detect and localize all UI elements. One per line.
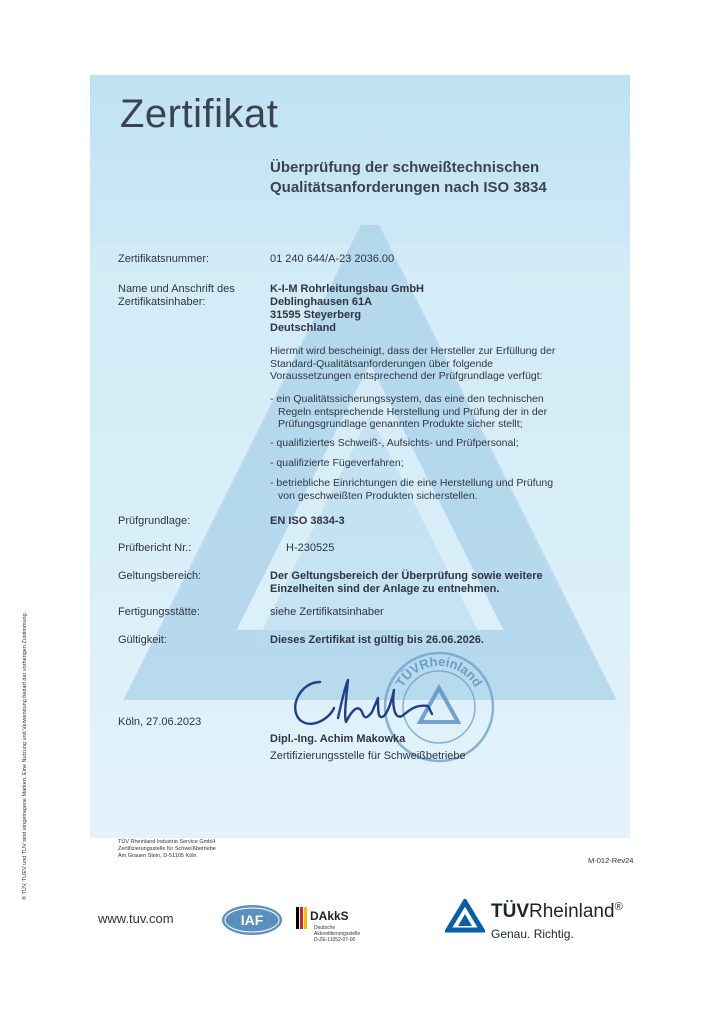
tuv-word-bold: TÜV — [491, 901, 529, 922]
holder-label-line-1: Name und Anschrift des — [118, 283, 235, 295]
dakks-sub-line: Deutsche — [314, 925, 336, 931]
report-value: H-230525 — [286, 542, 335, 554]
bullet-line: Regeln entsprechende Herstellung und Prüfung der in der — [278, 405, 548, 418]
bullet-line: - qualifiziertes Schweiß-, Aufsichts- und Prüfpersonal; — [270, 437, 519, 449]
scope-line-2: Einzelheiten sind der Anlage zu entnehmen. — [270, 583, 500, 595]
dakks-id: D-ZE-11052-07-00 — [314, 937, 356, 943]
holder-address — [270, 283, 424, 335]
issuer-line: TÜV Rheinland Industrie Service GmbH — [118, 839, 216, 845]
tuv-triangle-icon — [445, 899, 485, 933]
iaf-logo-icon — [221, 904, 283, 936]
trademark-note-text: ® TÜV, TUEV und TUV sind eingetragene Marken. Eine Nutzung und Verwendung bedarf der vorherigen Zustimmung. — [22, 611, 28, 900]
dakks-subtext — [314, 925, 360, 943]
holder-line: Deblinghausen 61A — [270, 296, 373, 308]
holder-label — [118, 283, 235, 309]
scope-value — [270, 570, 543, 596]
intro-line: Hiermit wird bescheinigt, dass der Hersteller zur Erfüllung der — [270, 345, 556, 357]
tuv-registered-mark: ® — [614, 901, 623, 913]
subtitle-line-2: Qualitätsanforderungen nach ISO 3834 — [270, 179, 547, 196]
site-value: siehe Zertifikatsinhaber — [270, 606, 384, 618]
tuv-rheinland-logo — [445, 895, 645, 955]
bullet-item — [270, 437, 600, 450]
bullet-line: von geschweißten Produkten sicherstellen. — [278, 489, 478, 502]
intro-line: Standard-Qualitätsanforderungen über folgende — [270, 357, 493, 370]
basis-label: Prüfgrundlage: — [118, 515, 191, 527]
certificate-subtitle — [270, 158, 547, 198]
bullet-item — [270, 457, 600, 470]
bullet-line: - betriebliche Einrichtungen die eine Herstellung und Prüfung — [270, 477, 554, 489]
stamp-text: TÜVRheinland — [392, 653, 486, 690]
signer-name: Dipl.-Ing. Achim Makowka — [270, 733, 406, 745]
intro-text — [270, 345, 600, 383]
issuer-address — [118, 839, 216, 860]
bullet-line: - ein Qualitätssicherungssystem, das eine den technischen — [270, 393, 544, 405]
bullet-line: Prüfungsgrundlage genannten Produkte sicher stellt; — [278, 418, 523, 430]
holder-line: K-I-M Rohrleitungsbau GmbH — [270, 283, 424, 295]
tuv-wordmark — [491, 901, 623, 923]
tuv-word-rest: Rheinland — [529, 901, 615, 922]
certificate-title: Zertifikat — [120, 92, 279, 136]
bullet-line: - qualifizierte Fügeverfahren; — [270, 457, 404, 469]
basis-value: EN ISO 3834-3 — [270, 515, 345, 527]
holder-line: Deutschland — [270, 322, 337, 334]
signer-role: Zertifizierungsstelle für Schweißbetriebe — [270, 750, 466, 762]
number-value: 01 240 644/A-23 2036.00 — [270, 253, 395, 265]
dakks-logo — [296, 903, 406, 951]
dakks-sub-line: Akkreditierungsstelle — [314, 931, 361, 937]
website-link[interactable]: www.tuv.com — [98, 911, 174, 926]
scope-label: Geltungsbereich: — [118, 570, 202, 582]
scope-line-1: Der Geltungsbereich der Überprüfung sowie weitere — [270, 570, 543, 582]
holder-line: 31595 Steyerberg — [270, 309, 362, 321]
validity-label: Gültigkeit: — [118, 634, 167, 646]
validity-value: Dieses Zertifikat ist gültig bis 26.06.2026. — [270, 634, 484, 646]
site-label: Fertigungsstätte: — [118, 606, 200, 618]
subtitle-line-1: Überprüfung der schweißtechnischen — [270, 159, 540, 176]
issuer-line: Zertifizierungsstelle für Schweißbetriebe — [118, 846, 216, 852]
revision-code: M-012-Rev24 — [588, 856, 634, 865]
dakks-text: DAkkS — [310, 909, 349, 923]
place-date: Köln, 27.06.2023 — [118, 716, 202, 728]
report-label: Prüfbericht Nr.: — [118, 542, 192, 554]
tuv-slogan: Genau. Richtig. — [491, 927, 574, 941]
iaf-text: IAF — [240, 912, 264, 928]
intro-line: Voraussetzungen entsprechend der Prüfgrundlage verfügt: — [270, 370, 543, 382]
bullet-item — [270, 477, 600, 502]
issuer-line: Am Grauen Stein, D-51105 Köln — [118, 853, 197, 859]
signature-icon — [282, 660, 447, 735]
holder-label-line-2: Zertifikatsinhaber: — [118, 296, 206, 308]
bullet-item — [270, 393, 600, 431]
number-label: Zertifikatsnummer: — [118, 253, 210, 265]
trademark-note — [22, 540, 34, 900]
